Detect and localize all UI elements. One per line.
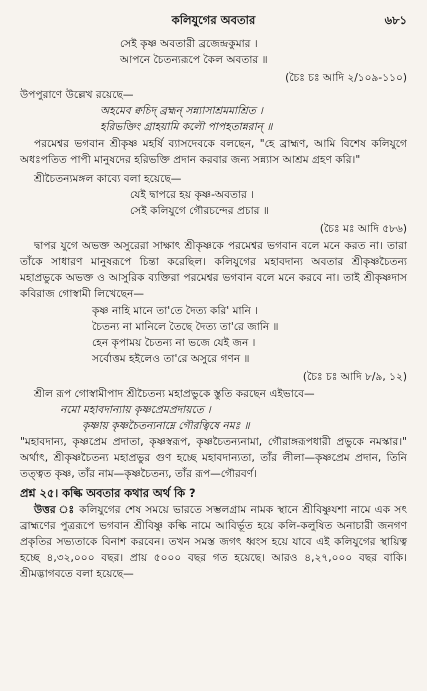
verse-reference: (চৈঃ চঃ আদি ২/১০৯-১১০) [285, 72, 407, 85]
question-heading: প্রশ্ন ২৫। কল্কি অবতার কথার অর্থ কি ? [20, 486, 196, 500]
sanskrit-verse-line: কৃষ্ণায় কৃষ্ণচৈতন্যনাম্নে গৌরত্বিষে নমঃ ॥ [82, 420, 250, 433]
paragraph: "মহাবদান্য, কৃষ্ণপ্রেম প্রদাতা, কৃষ্ণস্বরূপ, কৃষ্ণচৈতন্যনামা, গৌরাঙ্গরূপধারী প্রভুকে নমস্কার।" অর্থাৎ, শ্রীকৃষ্ণচৈতন্য মহাপ্রভুর গুণ হচ্ছে মহাবদান্যতা, তাঁর লীলা—কৃষ্ণপ্রেম প্রদান, তিনি তত্ত্বত কৃষ্ণ, তাঁর নাম—কৃষ্ণচৈতন্য, তাঁর রূপ—গৌরবর্ণ। [20, 436, 407, 481]
sanskrit-verse-line: অহমেব ক্বচিদ্ ব্রহ্মন্ সন্ন্যাসাশ্রমমাশ্রিত । [100, 105, 263, 118]
page-title: কলিযুগের অবতার [171, 13, 256, 27]
verse-line: সেই কৃষ্ণ অবতারী ব্রজেন্দ্রকুমার । [120, 38, 258, 50]
verse-line: কৃষ্ণ নাহি মানে তা'তে দৈত্য করি' মানি । [92, 304, 259, 317]
verse-line: সেই কলিযুগে গৌরচন্দের প্রচার ॥ [130, 204, 269, 217]
verse-reference: (চৈঃ চঃ আদি ৮/৯, ১২) [302, 370, 407, 383]
sanskrit-verse-line: নমো মহাবদান্যায় কৃষ্ণপ্রেমপ্রদায়তে । [60, 404, 211, 417]
sanskrit-verse-line: হরিভক্তিং গ্রাহয়ামি কলৌ পাপহতান্নরান্ ॥ [100, 121, 273, 134]
answer-text: কলিযুগের শেষ সময়ে ভারতে সম্ভলগ্রাম নামক স্থানে শ্রীবিষ্ণুযশা নামে এক সৎ ব্রাহ্মণের পুত্ররূপে ভগবান শ্রীবিষ্ণু কল্কি নামে আবির্ভূত হয়ে কলি-কলুষিত অনাচারী জনগণ প্রকৃতির সভ্যতাকে বিনাশ করবেন। তখন সমস্ত জগৎ ধ্বংস হয়ে যাবে এই কলিযুগের স্থায়িত্ব হচ্ছে ৪,৩২,০০০ বছর। প্রায় ৫০০০ বছর গত হয়েছে। আরও ৪,২৭,০০০ বছর বাকি। শ্রীমদ্ভাগবতে বলা হয়েছে— [20, 503, 407, 581]
verse-line: আপনে চৈতন্যরূপে কৈল অবতার ॥ [120, 54, 268, 67]
answer-label: উত্তর ঃ [34, 503, 75, 516]
paragraph: শ্রীল রূপ গোস্বামীপাদ শ্রীচৈতন্য মহাপ্রভুকে স্তুতি করছেন এইভাবে— [34, 387, 315, 400]
verse-reference: (চৈঃ মঃ আদি ৫৮৬) [319, 223, 407, 236]
paragraph: উপপুরাণে উল্লেখ রয়েছে— [20, 89, 134, 102]
paragraph: শ্রীচৈতন্যমঙ্গল কাব্যে বলা হয়েছে— [34, 172, 182, 185]
verse-line: হেন কৃপাময় চৈতন্য না ভজে যেই জন । [92, 336, 256, 349]
page-number: ৬৮১ [384, 13, 407, 27]
verse-line: সর্বোত্তম হইলেও তা'রে অসুরে গণন ॥ [92, 352, 250, 365]
paragraph: দ্বাপর যুগে অভক্ত অসুরেরা সাক্ষাৎ শ্রীকৃষ্ণকে পরমেশ্বর ভগবান বলে মনে করত না। তারা তাঁকে সাধারণ মানুষরূপে চিন্তা করেছিল। কলিযুগের মহাবদান্য অবতার শ্রীকৃষ্ণচৈতন্য মহাপ্রভুকে অভক্ত ও আসুরিক ব্যক্তিরা পরমেশ্বর ভগবান বলে মনে করবে না। তাই শ্রীকৃষ্ণদাস কবিরাজ গোস্বামী লিখেছেন— [20, 240, 407, 301]
paragraph: পরমেশ্বর ভগবান শ্রীকৃষ্ণ মহর্ষি ব্যাসদেবকে বলছেন, "হে ব্রাহ্মণ, আমি বিশেষ কলিযুগে অধঃপতিত পাপী মানুষদের হরিভক্তি প্রদান করবার জন্য সন্ন্যাস আশ্রম গ্রহণ করি।" [20, 137, 407, 166]
page-header [20, 12, 407, 32]
verse-line: যেই দ্বাপরে হয় কৃষ্ণ-অবতার । [130, 188, 254, 201]
answer-paragraph [20, 502, 407, 582]
verse-line: চৈতন্য না মানিলে তৈছে দৈত্য তা'রে জানি ॥ [92, 320, 279, 333]
